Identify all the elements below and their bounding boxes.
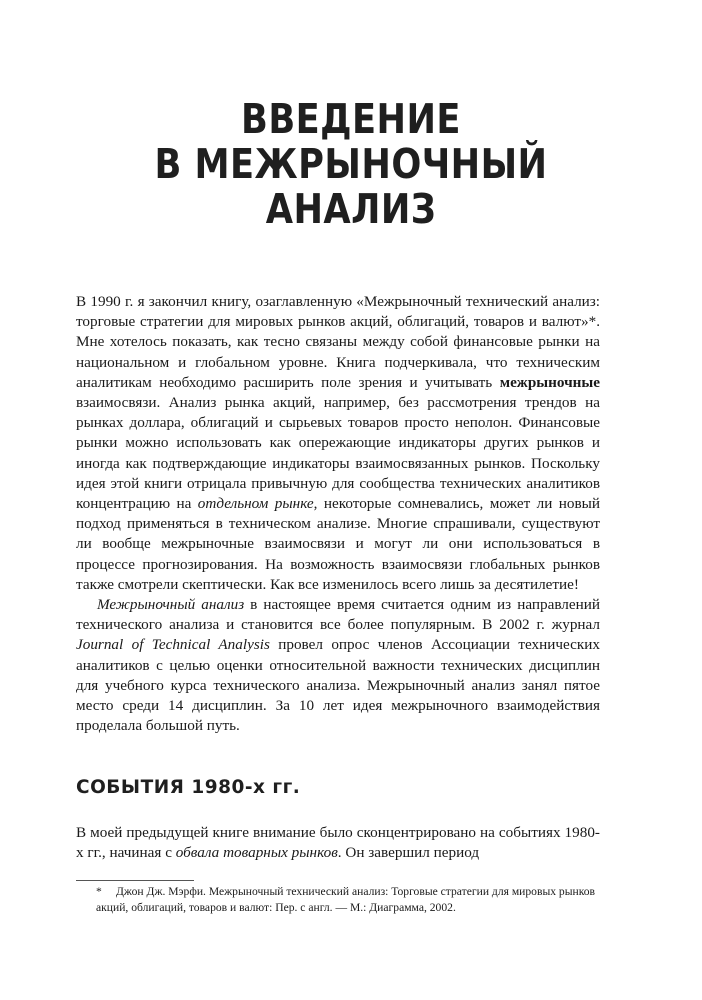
paragraph-3-text-2: . Он завершил период	[337, 844, 480, 862]
paragraph-1-bold-term: межрыночные	[499, 373, 600, 391]
paragraph-3	[76, 823, 600, 863]
paragraph-1-text-3: , некоторые сомневались, может ли новый подход применяться в техническом анализе. Многие спрашивали, существуют ли вообще межрыночные взаимосвязи и могут ли они использоваться в процессе прогнозирования. На возможность взаимосвязи глобальных рынков также смотрели скептически. Как все изменилось всего лишь за десятилетие!	[76, 495, 600, 593]
footnote-mark: *	[96, 885, 102, 898]
section-heading: СОБЫТИЯ 1980-х гг.	[76, 777, 301, 798]
paragraph-2-italic-term: Межрыночный анализ	[97, 596, 245, 614]
paragraph-2	[76, 595, 600, 736]
footnote	[96, 884, 601, 916]
paragraph-3-text-1: В моей предыдущей книге внимание было сконцентрировано на событиях 1980-х гг., начиная с	[76, 824, 600, 862]
intro-text-block	[76, 292, 600, 736]
paragraph-2-journal-name: Journal of Technical Analysis	[76, 636, 270, 654]
chapter-title	[49, 97, 653, 232]
footnote-divider	[76, 880, 194, 881]
paragraph-1-italic-term: отдельном рынке	[197, 495, 314, 513]
paragraph-3-italic-term: обвала товарных рынков	[175, 844, 338, 862]
paragraph-2-text-2: провел опрос членов Ассоциации технических аналитиков с целью оценки относительной важности технических дисциплин для учебного курса технического анализа. Межрыночный анализ занял пятое место среди 14 дисциплин. За 10 лет идея межрыночного взаимодействия проделала большой путь.	[76, 636, 600, 735]
paragraph-2-text-1: в настоящее время считается одним из направлений технического анализа и становится все более популярным. В 2002 г. журнал	[76, 596, 601, 634]
footnote-text: Джон Дж. Мэрфи. Межрыночный технический анализ: Торговые стратегии для мировых рынков акций, облигаций, товаров и валют: Пер. с англ. — М.: Диаграмма, 2002.	[96, 885, 596, 914]
paragraph-1-text-2: взаимосвязи. Анализ рынка акций, например, без рассмотрения трендов на рынках доллара, облигаций и сырьевых товаров просто неполон. Финансовые рынки можно использовать как опережающие индикаторы других рынков и иногда как подтверждающие индикаторы взаимосвязанных рынков. Поскольку идея этой книги отрицала привычную для сообщества технических аналитиков концентрацию на	[76, 394, 600, 513]
chapter-title-line-3: АНАЛИЗ	[265, 185, 437, 233]
paragraph-1-text-1: В 1990 г. я закончил книгу, озаглавленную «Межрыночный технический анализ: торговые стратегии для мировых рынков акций, облигаций, товаров и валют»*. Мне хотелось показать, как тесно связаны между собой финансовые рынки на национальном и глобальном уровне. Книга подчеркивала, что техническим аналитикам необходимо расширить поле зрения и учитывать	[76, 293, 600, 391]
section-text-block	[76, 823, 600, 863]
chapter-title-line-2: В МЕЖРЫНОЧНЫЙ	[154, 140, 548, 188]
paragraph-1	[76, 292, 600, 595]
chapter-title-line-1: ВВЕДЕНИЕ	[241, 95, 461, 143]
